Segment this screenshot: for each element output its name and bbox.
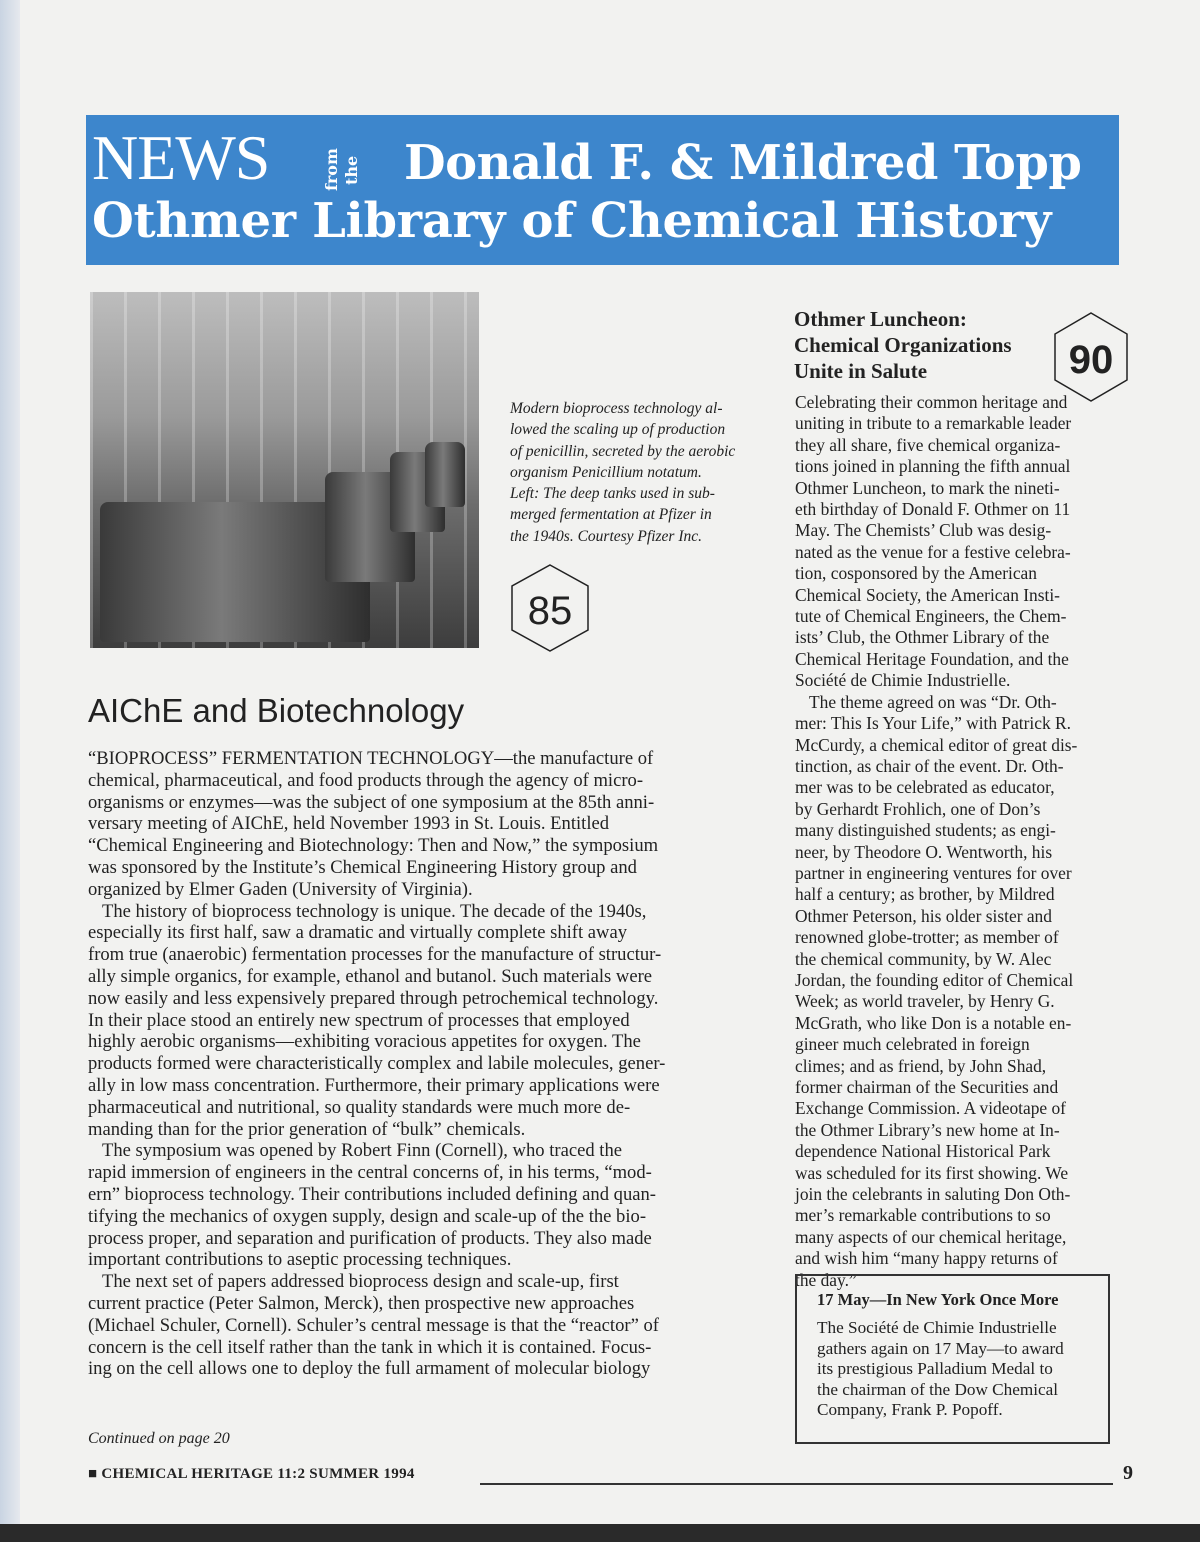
- text-line: by Gerhardt Frohlich, one of Don’s: [795, 798, 1041, 819]
- anniversary-badge-90: [1052, 310, 1130, 404]
- text-line: the 1940s. Courtesy Pfizer Inc.: [510, 527, 703, 545]
- text-line: Chemical Heritage Foundation, and the: [795, 648, 1069, 669]
- text-line: Chemical Organizations: [794, 333, 1012, 357]
- text-line: join the celebrants in saluting Don Oth-: [795, 1184, 1071, 1205]
- text-line: renowned globe-trotter; as member of: [795, 927, 1059, 948]
- text-line: neer, by Theodore O. Wentworth, his: [795, 841, 1053, 862]
- text-line: Exchange Commission. A videotape of: [795, 1098, 1066, 1119]
- text-line: uniting in tribute to a remarkable leader: [795, 413, 1072, 434]
- photo-caption: [510, 398, 735, 547]
- text-line: The Société de Chimie Industrielle: [817, 1318, 1057, 1337]
- announcement-body: [817, 1318, 1108, 1421]
- text-line: May. The Chemists’ Club was desig-: [795, 520, 1052, 541]
- text-line: partner in engineering ventures for over: [795, 862, 1072, 883]
- masthead-banner: [86, 115, 1119, 265]
- fermentation-tanks-photo: [90, 292, 479, 648]
- text-line: tions joined in planning the fifth annual: [795, 456, 1071, 477]
- text-line: tinction, as chair of the event. Dr. Oth-: [795, 755, 1064, 776]
- text-line: merged fermentation at Pfizer in: [510, 506, 712, 524]
- text-line: rapid immersion of engineers in the central concerns of, in his terms, “mod-: [88, 1162, 652, 1184]
- text-line: The symposium was opened by Robert Finn (Cornell), who traced the: [102, 1140, 623, 1162]
- text-line: Société de Chimie Industrielle.: [795, 670, 1011, 691]
- text-line: lowed the scaling up of production: [510, 421, 726, 439]
- text-line: mer was to be celebrated as educator,: [795, 777, 1055, 798]
- text-line: organisms or enzymes—was the subject of one symposium at the 85th anni-: [88, 791, 655, 813]
- text-line: tute of Chemical Engineers, the Chem-: [795, 606, 1067, 627]
- text-line: pharmaceutical and nutritional, so quality standards were much more de-: [88, 1096, 631, 1118]
- footer-rule: [480, 1483, 1113, 1485]
- text-line: The next set of papers addressed bioprocess design and scale-up, first: [102, 1271, 619, 1293]
- text-line: from true (anaerobic) fermentation processes for the manufacture of structur-: [88, 944, 662, 966]
- text-line: mer’s remarkable contributions to so: [795, 1205, 1051, 1226]
- article-body: [88, 748, 665, 1380]
- text-line: Week; as world traveler, by Henry G.: [795, 991, 1055, 1012]
- text-line: mer: This Is Your Life,” with Patrick R.: [795, 713, 1071, 734]
- text-line: ern” bioprocess technology. Their contributions included defining and quan-: [88, 1183, 656, 1205]
- text-line: the day.”: [795, 1269, 857, 1290]
- text-line: Othmer Peterson, his older sister and: [795, 905, 1052, 926]
- text-line: the Othmer Library’s new home at In-: [795, 1119, 1060, 1140]
- text-line: products formed were characteristically complex and labile molecules, gener-: [88, 1053, 666, 1075]
- text-line: Modern bioprocess technology al-: [510, 400, 723, 417]
- text-line: dependence National Historical Park: [795, 1141, 1051, 1162]
- announcement-box: [795, 1274, 1110, 1444]
- text-line: manding than for the prior generation of “bulk” chemicals.: [88, 1118, 526, 1140]
- text-line: ally simple organics, for example, ethanol and butanol. Such materials were: [88, 965, 653, 987]
- badge-90-text: 90: [1068, 338, 1114, 382]
- text-line: Company, Frank P. Popoff.: [817, 1400, 1003, 1419]
- text-line: Unite in Salute: [794, 359, 928, 383]
- text-line: former chairman of the Securities and: [795, 1077, 1059, 1097]
- scan-bottom-edge: [0, 1524, 1200, 1542]
- text-line: current practice (Peter Salmon, Merck), then prospective new approaches: [88, 1292, 635, 1314]
- text-line: Chemical Society, the American Insti-: [795, 584, 1060, 605]
- badge-85-text: 85: [527, 589, 573, 633]
- text-line: The history of bioprocess technology is unique. The decade of the 1940s,: [102, 900, 647, 922]
- text-line: concern is the cell itself rather than the tank in which it is contained. Focus-: [88, 1336, 652, 1358]
- masthead-the: the: [342, 155, 361, 185]
- masthead-line1: Donald F. & Mildred Topp: [404, 135, 1082, 191]
- text-line: gathers again on 17 May—to award: [817, 1338, 1064, 1358]
- text-line: process proper, and separation and purification of products. They also made: [88, 1227, 652, 1249]
- text-line: The theme agreed on was “Dr. Oth-: [809, 691, 1057, 712]
- text-line: especially its first half, saw a dramatic and virtually complete shift away: [88, 922, 628, 944]
- text-line: its prestigious Palladium Medal to: [817, 1359, 1053, 1378]
- announcement-title: 17 May—In New York Once More: [817, 1290, 1059, 1309]
- text-line: was scheduled for its first showing. We: [795, 1162, 1069, 1183]
- masthead-from-the: [322, 131, 362, 191]
- text-line: many aspects of our chemical heritage,: [795, 1226, 1067, 1247]
- text-line: versary meeting of AIChE, held November 1993 in St. Louis. Entitled: [88, 813, 610, 835]
- text-line: climes; and as friend, by John Shad,: [795, 1055, 1047, 1076]
- text-line: ally in low mass concentration. Furthermore, their primary applications were: [88, 1074, 660, 1096]
- text-line: eth birthday of Donald F. Othmer on 11: [795, 499, 1071, 520]
- sidebar-article-title: [794, 306, 1012, 384]
- text-line: they all share, five chemical organiza-: [795, 434, 1061, 455]
- text-line: Left: The deep tanks used in sub-: [510, 485, 715, 503]
- text-line: (Michael Schuler, Cornell). Schuler’s central message is that the “reactor” of: [88, 1314, 659, 1336]
- text-line: McGrath, who like Don is a notable en-: [795, 1012, 1072, 1033]
- footer-publication: ■ CHEMICAL HERITAGE 11:2 SUMMER 1994: [88, 1466, 415, 1482]
- text-line: the chairman of the Dow Chemical: [817, 1379, 1059, 1399]
- text-line: highly aerobic organisms—exhibiting voracious appetites for oxygen. The: [88, 1031, 641, 1053]
- text-line: Jordan, the founding editor of Chemical: [795, 969, 1074, 990]
- text-line: McCurdy, a chemical editor of great dis-: [795, 734, 1078, 755]
- text-line: In their place stood an entirely new spectrum of processes that employed: [88, 1009, 630, 1031]
- text-line: many distinguished students; as engi-: [795, 820, 1056, 841]
- text-line: the chemical community, by W. Alec: [795, 948, 1052, 969]
- text-line: of penicillin, secreted by the aerobic: [510, 442, 736, 460]
- anniversary-badge-85: [508, 562, 592, 654]
- sidebar-article-body: [795, 392, 1077, 1291]
- text-line: Celebrating their common heritage and: [795, 392, 1068, 412]
- article-heading: AIChE and Biotechnology: [88, 692, 465, 729]
- text-line: organized by Elmer Gaden (University of Virginia).: [88, 878, 473, 900]
- continued-note: Continued on page 20: [88, 1430, 230, 1447]
- masthead-line2: Othmer Library of Chemical History: [92, 193, 1052, 249]
- masthead-news: NEWS: [92, 122, 270, 193]
- text-line: ists’ Club, the Othmer Library of the: [795, 627, 1050, 648]
- text-line: tion, cosponsored by the American: [795, 563, 1037, 584]
- text-line: Othmer Luncheon, to mark the nineti-: [795, 477, 1060, 498]
- text-line: “Chemical Engineering and Biotechnology: Then and Now,” the symposium: [88, 835, 659, 857]
- page-number: 9: [1123, 1462, 1133, 1484]
- page-edge: [0, 0, 20, 1524]
- text-line: important contributions to aseptic processing techniques.: [88, 1249, 512, 1271]
- text-line: organism Penicillium notatum.: [510, 463, 702, 481]
- text-line: gineer much celebrated in foreign: [795, 1034, 1030, 1055]
- masthead-from: from: [322, 148, 341, 191]
- text-line: tifying the mechanics of oxygen supply, design and scale-up of the the bio-: [88, 1205, 647, 1227]
- text-line: Othmer Luncheon:: [794, 307, 967, 331]
- text-line: half a century; as brother, by Mildred: [795, 884, 1055, 905]
- text-line: “BIOPROCESS” FERMENTATION TECHNOLOGY—the manufacture of: [88, 748, 654, 769]
- text-line: nated as the venue for a festive celebra-: [795, 541, 1071, 562]
- text-line: now easily and less expensively prepared through petrochemical technology.: [88, 987, 659, 1009]
- text-line: chemical, pharmaceutical, and food products through the agency of micro-: [88, 769, 644, 791]
- text-line: was sponsored by the Institute’s Chemical Engineering History group and: [88, 856, 637, 878]
- text-line: and wish him “many happy returns of: [795, 1248, 1058, 1269]
- text-line: ing on the cell allows one to deploy the full armament of molecular biology: [88, 1358, 651, 1380]
